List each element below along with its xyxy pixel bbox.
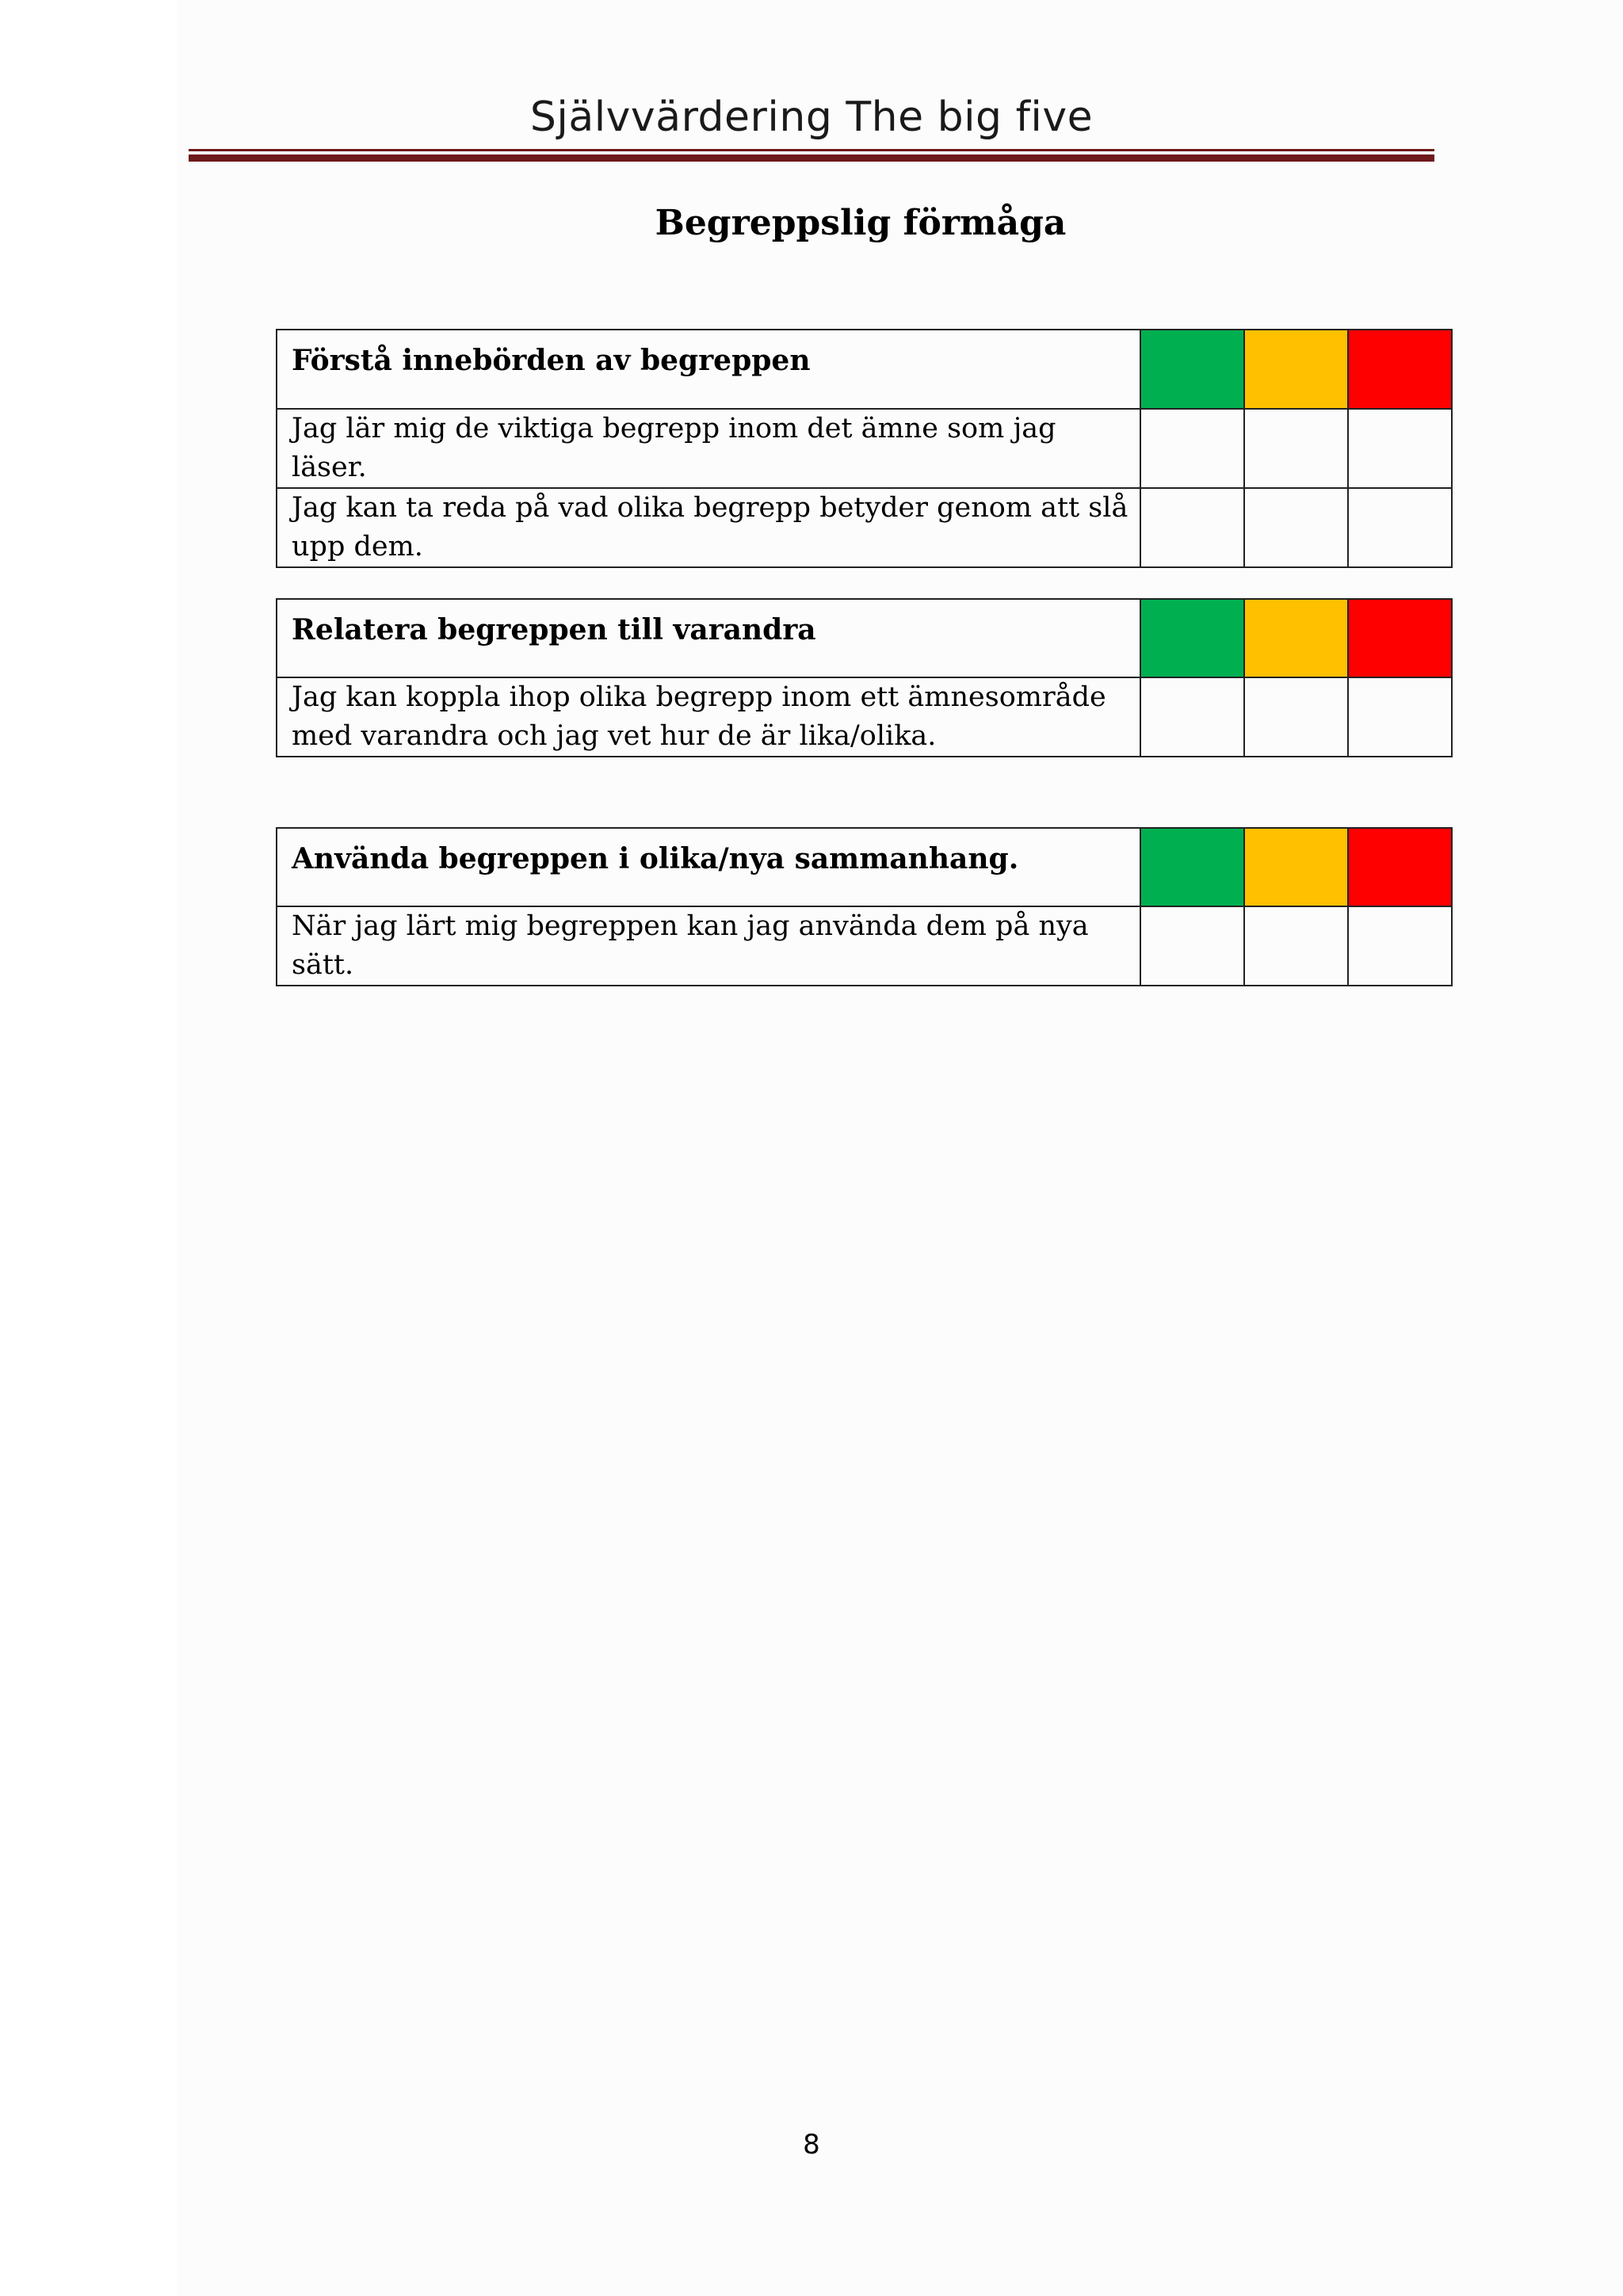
skill-table-1 [276,329,1453,568]
header-rule [189,149,1434,151]
section-heading: Begreppslig förmåga [655,203,1067,243]
skill-table-header-row [277,330,1452,409]
rating-yellow-checkbox[interactable] [1244,488,1348,567]
rating-red-checkbox[interactable] [1348,488,1452,567]
page-number: 8 [803,2129,820,2161]
skill-table-header-row [277,599,1452,677]
rating-yellow-checkbox[interactable] [1244,906,1348,986]
skill-table-heading: Använda begreppen i olika/nya sammanhang. [277,828,1140,906]
rating-yellow-swatch [1244,599,1348,677]
rating-green-swatch [1140,599,1244,677]
rating-green-swatch [1140,828,1244,906]
skill-table-heading: Relatera begreppen till varandra [277,599,1140,677]
statement-text: Jag lär mig de viktiga begrepp inom det ämne som jag läser. [277,409,1140,488]
skill-table-2 [276,598,1453,757]
table-row [277,409,1452,488]
table-row [277,906,1452,986]
skill-table-3 [276,827,1453,986]
header-rule-thick [189,154,1434,162]
rating-green-checkbox[interactable] [1140,906,1244,986]
statement-text: Jag kan ta reda på vad olika begrepp betyder genom att slå upp dem. [277,488,1140,567]
table-row [277,488,1452,567]
rating-yellow-swatch [1244,330,1348,409]
skill-table-header-row [277,828,1452,906]
rating-red-checkbox[interactable] [1348,677,1452,757]
skill-table-heading: Förstå innebörden av begreppen [277,330,1140,409]
rating-green-checkbox[interactable] [1140,409,1244,488]
table-row [277,677,1452,757]
rating-yellow-checkbox[interactable] [1244,677,1348,757]
rating-yellow-checkbox[interactable] [1244,409,1348,488]
rating-red-swatch [1348,828,1452,906]
rating-red-swatch [1348,599,1452,677]
statement-text: Jag kan koppla ihop olika begrepp inom ett ämnesområde med varandra och jag vet hur de är lika/olika. [277,677,1140,757]
rating-green-checkbox[interactable] [1140,488,1244,567]
rating-red-checkbox[interactable] [1348,409,1452,488]
rating-red-checkbox[interactable] [1348,906,1452,986]
rating-red-swatch [1348,330,1452,409]
statement-text: När jag lärt mig begreppen kan jag använda dem på nya sätt. [277,906,1140,986]
rating-green-checkbox[interactable] [1140,677,1244,757]
rating-green-swatch [1140,330,1244,409]
rating-yellow-swatch [1244,828,1348,906]
header-title: Självvärdering The big five [529,93,1094,141]
